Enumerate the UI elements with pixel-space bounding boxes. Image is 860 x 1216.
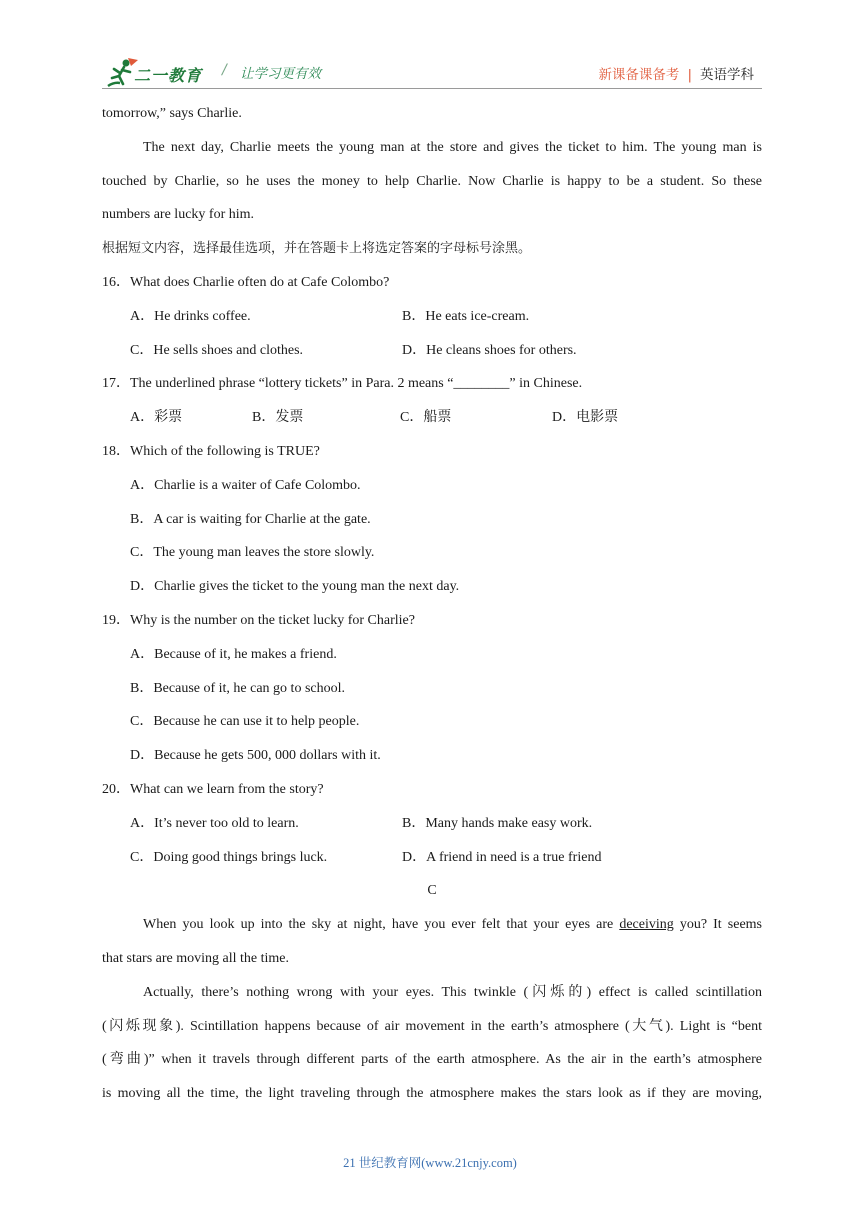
logo <box>104 56 214 90</box>
option-a: A．He drinks coffee. <box>130 308 251 324</box>
option-b: B．发票 <box>252 410 304 426</box>
question-20-options-row <box>102 841 762 875</box>
question-18-stem: 18．Which of the following is TRUE? <box>102 443 320 459</box>
option-c: C．船票 <box>400 410 452 426</box>
question-19-stem: 19．Why is the number on the ticket lucky for Charlie? <box>102 612 415 628</box>
option-b: B．Many hands make easy work. <box>402 815 593 831</box>
instruction: 根据短文内容，选择最佳选项，并在答题卡上将选定答案的字母标号涂黑。 <box>102 241 532 257</box>
option-a: A．It’s never too old to learn. <box>130 815 299 831</box>
section-label: C <box>427 883 437 899</box>
page-footer: 21 世纪教育网(www.21cnjy.com) <box>343 1156 517 1170</box>
question-20-options-row <box>102 807 762 841</box>
header-separator: | <box>687 67 692 83</box>
option-b: B．Because of it, he can go to school. <box>130 680 346 696</box>
option-b: B．A car is waiting for Charlie at the gate. <box>130 511 371 527</box>
question-16-options-row <box>102 334 762 368</box>
option-c: C．Because he can use it to help people. <box>130 714 360 730</box>
question-16-options-row <box>102 300 762 334</box>
page-header <box>0 0 860 96</box>
question-20-stem: 20．What can we learn from the story? <box>102 781 324 797</box>
slogan-separator: / <box>222 62 227 78</box>
passage-c-line: (弯曲)” when it travels through different parts of the earth atmosphere. As the air in the earth’s atmosphere <box>102 1052 762 1068</box>
question-16-stem: 16．What does Charlie often do at Cafe Colombo? <box>102 274 390 290</box>
option-d: D．Charlie gives the ticket to the young man the next day. <box>130 579 460 595</box>
passage-c-line: Actually, there’s nothing wrong with your eyes. This twinkle (闪烁的) effect is called scintillation <box>143 984 762 1000</box>
header-slogan: 让学习更有效 <box>240 66 321 82</box>
option-d: D．电影票 <box>552 410 619 426</box>
option-c: C．He sells shoes and clothes. <box>130 342 304 358</box>
option-a: A．彩票 <box>130 410 183 426</box>
passage-c-line: (闪烁现象). Scintillation happens because of air movement in the earth’s atmosphere (大气). Light is “bent <box>102 1018 762 1034</box>
passage-b-line: tomorrow,” says Charlie. <box>102 106 242 121</box>
logo-text: 二一教育 <box>134 66 203 85</box>
passage-b-line: The next day, Charlie meets the young man at the store and gives the ticket to him. The young man is <box>143 139 762 155</box>
page-content <box>102 97 762 1111</box>
passage-c-line: that stars are moving all the time. <box>102 950 290 966</box>
question-17-options-row <box>102 401 762 435</box>
option-d: D．A friend in need is a true friend <box>402 849 602 865</box>
option-a: A．Because of it, he makes a friend. <box>130 646 337 662</box>
header-brand: 新课备课备考 <box>598 67 680 83</box>
option-c: C．Doing good things brings luck. <box>130 849 328 865</box>
passage-b-line: numbers are lucky for him. <box>102 207 255 223</box>
passage-c-text: you? It seems <box>673 917 762 933</box>
option-d: D．He cleans shoes for others. <box>402 342 577 358</box>
passage-c-line: is moving all the time, the light traveling through the atmosphere makes the stars look as if they are moving, <box>102 1086 762 1102</box>
header-divider <box>102 88 762 89</box>
passage-b-line: touched by Charlie, so he uses the money to help Charlie. Now Charlie is happy to be a student. So these <box>102 173 762 189</box>
header-right <box>598 63 754 83</box>
question-17-stem: 17．The underlined phrase “lottery tickets” in Para. 2 means “________” in Chinese. <box>102 376 583 392</box>
passage-c-text: When you look up into the sky at night, have you ever felt that your eyes are <box>143 917 620 933</box>
option-d: D．Because he gets 500, 000 dollars with it. <box>130 748 381 764</box>
header-subject: 英语学科 <box>700 67 754 83</box>
underlined-word: deceiving <box>619 917 674 933</box>
option-a: A．Charlie is a waiter of Cafe Colombo. <box>130 477 361 493</box>
option-b: B．He eats ice-cream. <box>402 308 530 324</box>
option-c: C．The young man leaves the store slowly. <box>130 545 375 561</box>
passage-c-line <box>102 908 762 942</box>
